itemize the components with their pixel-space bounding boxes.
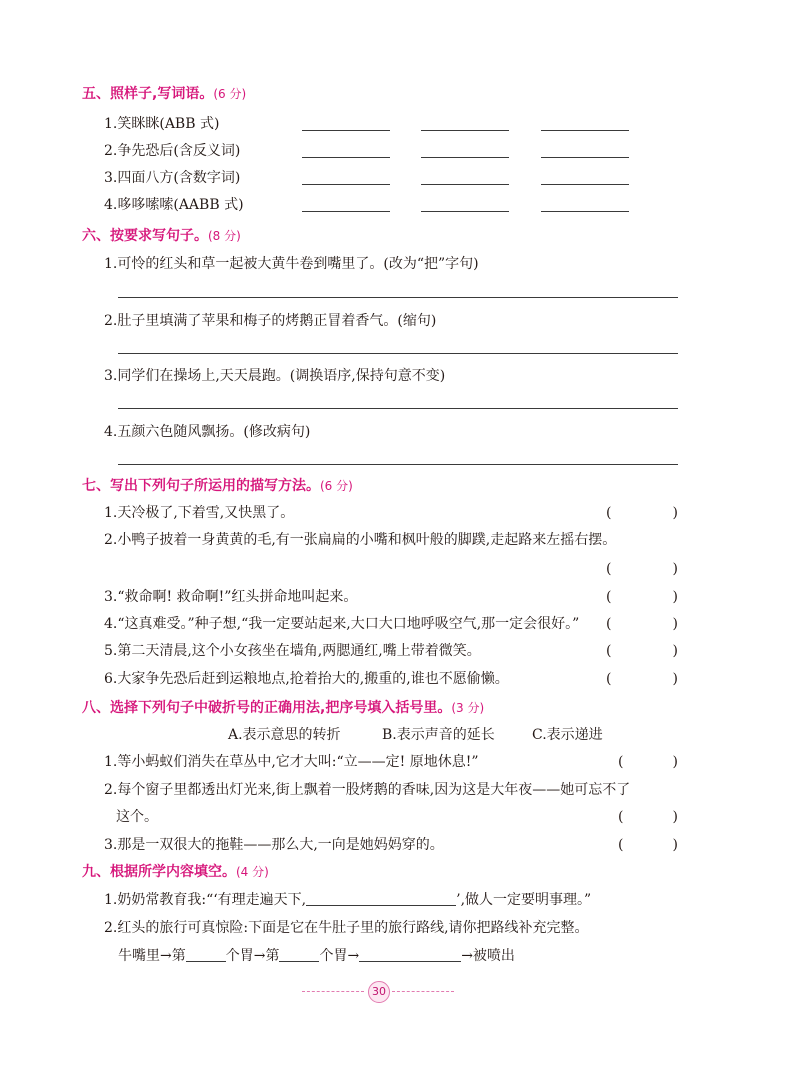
s9-route-start: 牛嘴里→第	[118, 948, 186, 964]
s5-item-4: 4.哆哆嗦嗦(AABB 式)	[104, 197, 244, 213]
s5-item-3: 3.四面八方(含数字词)	[104, 170, 241, 186]
s7-item-6: 6.大家争先恐后赶到运粮地点,抢着抬大的,搬重的,谁也不愿偷懒。	[104, 671, 509, 687]
s5-blank[interactable]	[302, 184, 390, 185]
s6-answer-line[interactable]	[118, 408, 678, 409]
footer-rule-right	[392, 991, 454, 992]
s5-blank[interactable]	[302, 211, 390, 212]
s7-item-2: 2.小鸭子披着一身黄黄的毛,有一张扁扁的小嘴和枫叶般的脚蹼,走起路来左摇右摆。	[104, 532, 617, 548]
s9-route-blank-1[interactable]	[186, 947, 226, 962]
s6-answer-line[interactable]	[118, 353, 678, 354]
s8-item-1: 1.等小蚂蚁们消失在草丛中,它才大叫:“立——定! 原地休息!”	[104, 754, 479, 770]
s5-blank[interactable]	[302, 157, 390, 158]
s8-item-2: 2.每个窗子里都透出灯光来,街上飘着一股烤鹅的香味,因为这是大年夜——她可忘不了	[104, 782, 631, 798]
s9-item-2: 2.红头的旅行可真惊险:下面是它在牛肚子里的旅行路线,请你把路线补充完整。	[104, 920, 589, 936]
s8-option-b: B.表示声音的延长	[382, 727, 495, 743]
s8-option-a: A.表示意思的转折	[228, 727, 341, 743]
s5-blank[interactable]	[541, 157, 629, 158]
s6-item-2: 2.肚子里填满了苹果和梅子的烤鹅正冒着香气。(缩句)	[104, 313, 437, 329]
section-9-title	[82, 862, 269, 882]
section-8-title-text: 八、选择下列句子中破折号的正确用法,把序号填入括号里。	[82, 700, 452, 716]
s7-item-1: 1.天冷极了,下着雪,又快黑了。	[104, 505, 295, 521]
s6-item-4: 4.五颜六色随风飘扬。(修改病句)	[104, 424, 311, 440]
section-8-title	[82, 698, 484, 718]
worksheet-page: 五、照样子,写词语。(6 分) 1.笑眯眯(ABB 式) 2.争先恐后(含反义词) 3.四面八方(含数字词) 4.哆哆嗦嗦(AABB 式) 六、按要求写句子。(8 分) 1.可怜的红头和草一起被大黄牛卷到嘴里了。(改为“把”字句) 2.肚子里填满了苹果和梅子的烤鹅正冒着香气。(缩句) 3.同学们在操场上,天天晨跑。(调换语序,保持句意不变) 4.五颜六色随风飘扬。(修改病句) 七、写出下列句子所运用的描写方法。(6 分) 1.天冷极了,下着雪,又快黑了。 ( ) 2.小鸭子披着一身黄黄的毛,有一张扁扁的小嘴和枫叶般的脚蹼,走起路来左摇右摆。 ( ) 3.“救命啊! 救命啊!”红头拼命地叫起来。 ( ) 4.“这真难受。”种子想,“我一定要站起来,大口大口地呼吸空气,那一定会很好。” ( ) 5.第二天清晨,这个小女孩坐在墙角,两腮通红,嘴上带着微笑。 ( ) 6.大家争先恐后赶到运粮地点,抢着抬大的,搬重的,谁也不愿偷懒。 ( ) 八、选择下列句子中破折号的正确用法,把序号填入括号里。(3 分) A.表示意思的转折 B.表示声音的延长 C.表示递进 1.等小蚂蚁们消失在草丛中,它才大叫:“立——定! 原地休息!” ( ) 2.每个窗子里都透出灯光来,街上飘着一股烤鹅的香味,因为这是大年夜——她可忘不了 这个。 ( ) 3.那是一双很大的拖鞋——那么大,一向是她妈妈穿的。 ( ) 九、根据所学内容填空。(4 分) 1.奶奶常教育我:“‘有理走遍天下, ’,做人一定要明事理。” 2.红头的旅行可真惊险:下面是它在牛肚子里的旅行路线,请你把路线补充完整。 牛嘴里→第 个胃→第 个胃→ →被喷出 30	[0, 0, 800, 1082]
s9-q1-suffix: ’,做人一定要明事理。”	[456, 892, 592, 908]
s5-item-2: 2.争先恐后(含反义词)	[104, 143, 241, 159]
s5-blank[interactable]	[541, 130, 629, 131]
section-9-score: (4 分)	[236, 865, 269, 879]
section-5-title	[82, 84, 246, 104]
s8-item-3: 3.那是一双很大的拖鞋——那么大,一向是她妈妈穿的。	[104, 837, 444, 853]
s5-blank[interactable]	[421, 130, 509, 131]
s5-item-1: 1.笑眯眯(ABB 式)	[104, 116, 220, 132]
s5-blank[interactable]	[541, 211, 629, 212]
s5-blank[interactable]	[421, 211, 509, 212]
s9-route-step-2: 个胃→	[319, 948, 360, 964]
s9-route	[118, 946, 515, 966]
s9-route-blank-2[interactable]	[279, 947, 319, 962]
s7-item-4: 4.“这真难受。”种子想,“我一定要站起来,大口大口地呼吸空气,那一定会很好。”	[104, 616, 580, 632]
section-7-title-text: 七、写出下列句子所运用的描写方法。	[82, 478, 320, 494]
s7-item-3: 3.“救命啊! 救命啊!”红头拼命地叫起来。	[104, 589, 358, 605]
section-8-score: (3 分)	[451, 701, 485, 715]
section-9-title-text: 九、根据所学内容填空。	[82, 864, 236, 880]
s6-answer-line[interactable]	[118, 297, 678, 298]
s6-answer-line[interactable]	[118, 464, 678, 465]
s9-q1-blank[interactable]	[306, 891, 456, 906]
s9-q1-prefix: 1.奶奶常教育我:“‘有理走遍天下,	[104, 892, 307, 908]
section-7-title	[82, 476, 353, 496]
section-5-title-text: 五、照样子,写词语。	[82, 86, 214, 102]
section-6-title	[82, 226, 241, 246]
footer-rule-left	[302, 991, 364, 992]
s9-route-blank-3[interactable]	[359, 947, 461, 962]
section-6-score: (8 分)	[208, 229, 241, 243]
section-5-score: (6 分)	[213, 87, 247, 101]
section-7-score: (6 分)	[320, 479, 353, 493]
s8-item-2-cont: 这个。	[116, 809, 158, 825]
s6-item-3: 3.同学们在操场上,天天晨跑。(调换语序,保持句意不变)	[104, 368, 446, 384]
s7-item-5: 5.第二天清晨,这个小女孩坐在墙角,两腮通红,嘴上带着微笑。	[104, 643, 481, 659]
s9-route-step-1: 个胃→第	[225, 948, 280, 964]
s5-blank[interactable]	[541, 184, 629, 185]
section-6-title-text: 六、按要求写句子。	[82, 228, 208, 244]
s9-route-end: →被喷出	[461, 948, 515, 964]
s5-blank[interactable]	[421, 184, 509, 185]
s8-option-c: C.表示递进	[532, 727, 603, 743]
s5-blank[interactable]	[302, 130, 390, 131]
page-number: 30	[368, 981, 390, 1003]
s5-blank[interactable]	[421, 157, 509, 158]
s6-item-1: 1.可怜的红头和草一起被大黄牛卷到嘴里了。(改为“把”字句)	[104, 256, 479, 272]
s9-item-1	[104, 890, 591, 910]
